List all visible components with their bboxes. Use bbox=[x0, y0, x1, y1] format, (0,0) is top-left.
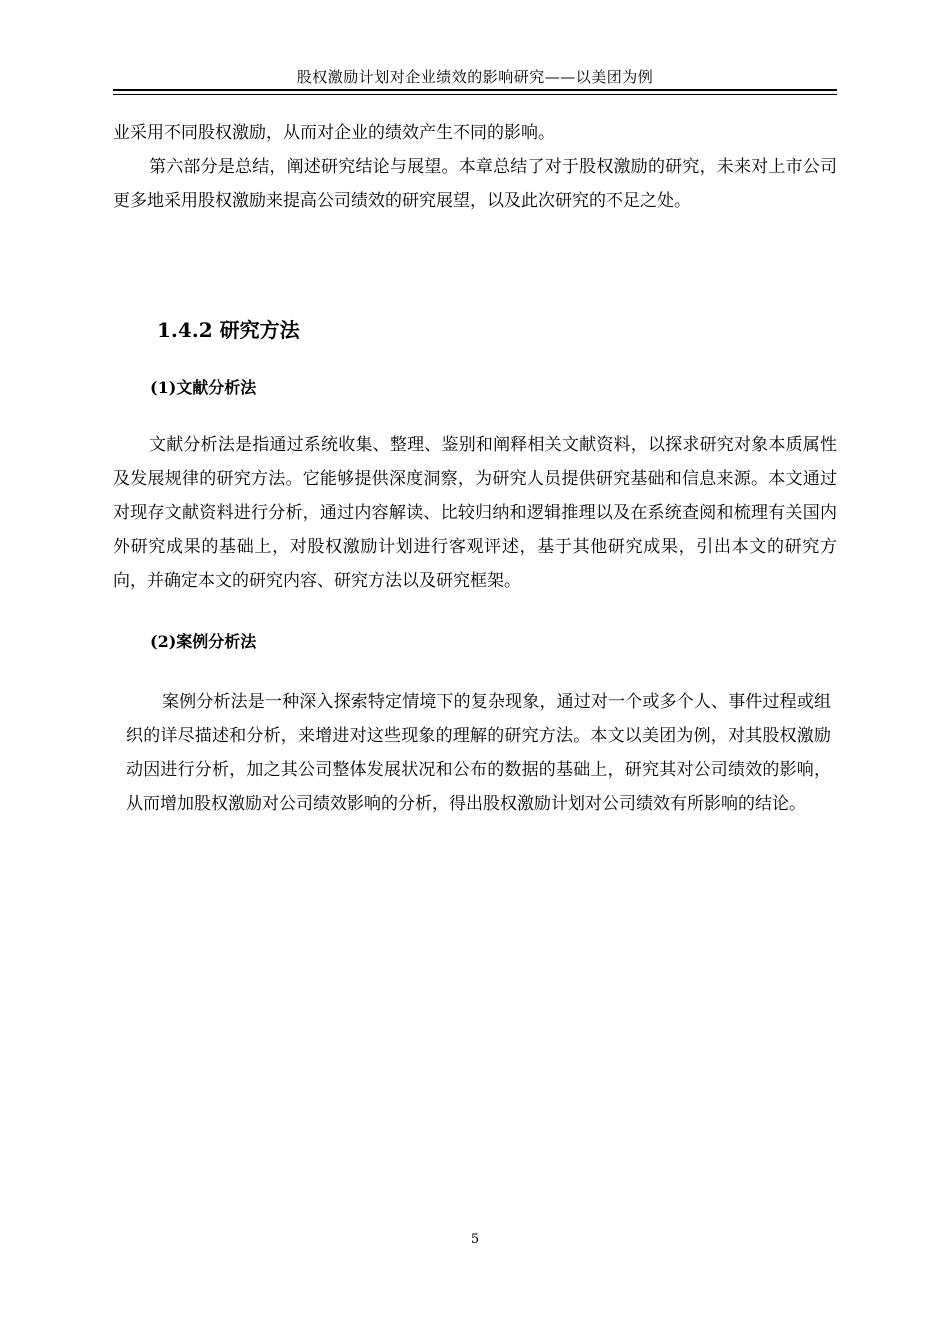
case-analysis-heading: (2)案例分析法 bbox=[150, 632, 257, 651]
running-header: 股权激励计划对企业绩效的影响研究——以美团为例 bbox=[296, 68, 654, 86]
continuation-paragraph: 业采用不同股权激励，从而对企业的绩效产生不同的影响。 bbox=[113, 123, 555, 143]
header-rule-thick bbox=[113, 89, 837, 91]
literature-analysis-paragraph: 文献分析法是指通过系统收集、整理、鉴别和阐释相关文献资料，以探求研究对象本质属性及发展规律的研究方法。它能够提供深度洞察，为研究人员提供研究基础和信息来源。本文通过对现存文献资料进行分析，通过内容解读、比较归纳和逻辑推理以及在系统查阅和梳理有关国内外研究成果的基础上，对股权激励计划进行客观评述，基于其他研究成果，引出本文的研究方向，并确定本文的研究内容、研究方法以及研究框架。 bbox=[113, 435, 837, 591]
part-six-paragraph: 第六部分是总结，阐述研究结论与展望。本章总结了对于股权激励的研究，未来对上市公司更多地采用股权激励来提高公司绩效的研究展望，以及此次研究的不足之处。 bbox=[113, 157, 837, 211]
section-heading: 1.4.2 研究方法 bbox=[157, 318, 300, 342]
page-number: 5 bbox=[470, 1232, 480, 1247]
header-rule-thin bbox=[113, 94, 837, 95]
literature-analysis-heading: (1)文献分析法 bbox=[150, 378, 257, 397]
case-analysis-paragraph: 案例分析法是一种深入探索特定情境下的复杂现象，通过对一个或多个人、事件过程或组织的详尽描述和分析，来增进对这些现象的理解的研究方法。本文以美团为例，对其股权激励动因进行分析，加之其公司整体发展状况和公布的数据的基础上，研究其对公司绩效的影响，从而增加股权激励对公司绩效影响的分析，得出股权激励计划对公司绩效有所影响的结论。 bbox=[126, 692, 831, 814]
